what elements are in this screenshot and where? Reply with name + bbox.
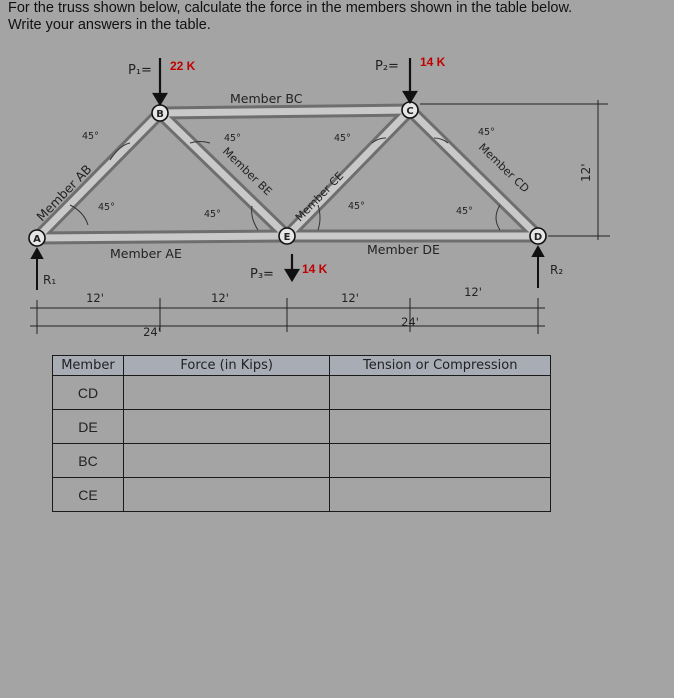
- force-cell[interactable]: [123, 478, 329, 512]
- force-cell[interactable]: [123, 410, 329, 444]
- reaction-r1-label: R₁: [43, 273, 57, 287]
- type-cell[interactable]: [330, 444, 551, 478]
- member-cell: DE: [53, 410, 124, 444]
- dim-span-4: 12': [464, 285, 482, 299]
- member-cell: CE: [53, 478, 124, 512]
- member-cd-label: Member CD: [475, 140, 532, 196]
- header-force: Force (in Kips): [123, 356, 329, 376]
- force-cell[interactable]: [123, 444, 329, 478]
- joint-a-label: A: [33, 234, 41, 245]
- load-p2-label: P₂=: [375, 59, 399, 74]
- joint-b-label: B: [156, 109, 164, 120]
- member-ab-label: Member AB: [33, 161, 95, 225]
- problem-statement: [8, 0, 668, 34]
- member-de-label: Member DE: [367, 242, 440, 257]
- problem-line-1: For the truss shown below, calculate the force in the members shown in the table below.: [8, 0, 573, 16]
- member-cell: BC: [53, 444, 124, 478]
- angle-label-8: 45°: [456, 206, 473, 217]
- joint-d-label: D: [533, 232, 543, 243]
- table-header-row: [53, 356, 551, 376]
- type-cell[interactable]: [330, 376, 551, 410]
- angle-label-5: 45°: [334, 133, 351, 144]
- answer-table: [52, 355, 551, 512]
- dim-span-3: 12': [341, 291, 359, 305]
- dim-height: 12': [579, 163, 593, 182]
- type-cell[interactable]: [330, 478, 551, 512]
- load-p3-label: P₃=: [250, 267, 274, 282]
- angle-label-4: 45°: [204, 209, 221, 220]
- truss-figure: [0, 40, 674, 340]
- reaction-r2-label: R₂: [550, 263, 564, 277]
- member-bc-label: Member BC: [230, 91, 303, 106]
- load-p1-value: 22 K: [170, 59, 196, 73]
- member-ae-label: Member AE: [110, 246, 182, 261]
- joint-c-label: C: [406, 106, 414, 117]
- dim-total-2: 24': [401, 315, 419, 329]
- table-row: [53, 410, 551, 444]
- dim-span-2: 12': [211, 291, 229, 305]
- angle-label-1: 45°: [82, 131, 99, 142]
- member-cell: CD: [53, 376, 124, 410]
- force-cell[interactable]: [123, 376, 329, 410]
- load-p2-value: 14 K: [420, 55, 446, 69]
- angle-label-6: 45°: [348, 201, 365, 212]
- type-cell[interactable]: [330, 410, 551, 444]
- angle-label-3: 45°: [224, 133, 241, 144]
- problem-line-2: Write your answers in the table.: [8, 17, 211, 33]
- member-be-label: Member BE: [219, 144, 275, 199]
- dim-span-1: 12': [86, 291, 104, 305]
- header-member: Member: [53, 356, 124, 376]
- angle-label-2: 45°: [98, 202, 115, 213]
- table-row: [53, 478, 551, 512]
- table-row: [53, 444, 551, 478]
- member-ce-label: Member CE: [292, 169, 347, 225]
- load-p3-value: 14 K: [302, 262, 328, 276]
- load-p1-label: P₁=: [128, 63, 152, 78]
- dim-total-1: 24': [143, 325, 161, 339]
- table-row: [53, 376, 551, 410]
- joint-e-label: E: [283, 232, 291, 243]
- header-type: Tension or Compression: [330, 356, 551, 376]
- angle-label-7: 45°: [478, 127, 495, 138]
